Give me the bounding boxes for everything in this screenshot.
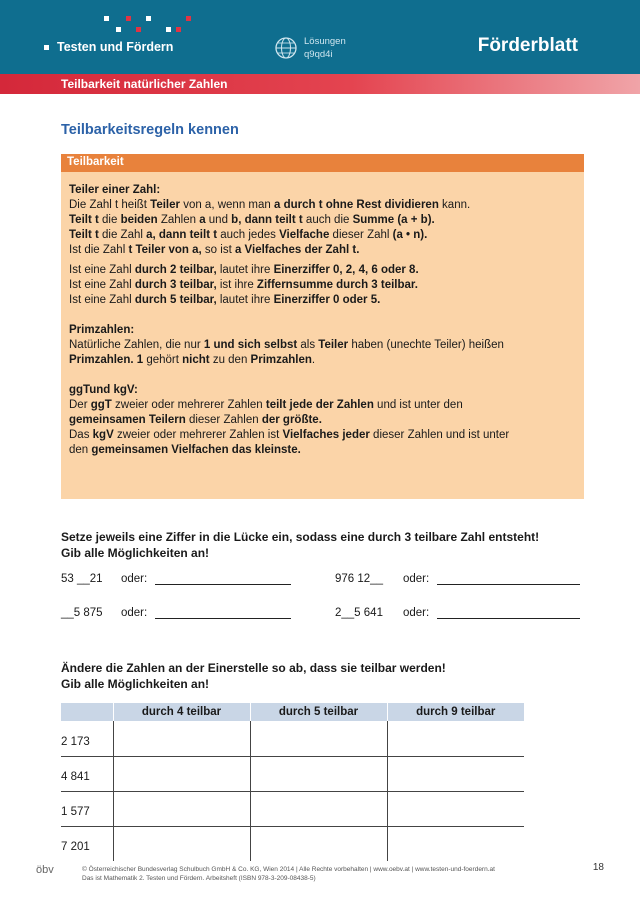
- loesungen-label: Lösungen: [304, 36, 346, 47]
- table-row: [61, 826, 524, 861]
- divisibility-line: Ist eine Zahl durch 2 teilbar, lautet ihre Einerziffer 0, 2, 4, 6 oder 8.: [69, 264, 419, 276]
- subject-bar: [0, 74, 640, 94]
- teiler-title: Teiler einer Zahl:: [69, 184, 161, 196]
- row-number: 4 841: [61, 756, 113, 791]
- divisibility-line: Ist eine Zahl durch 3 teilbar, ist ihre Ziffernsumme durch 3 teilbar.: [69, 279, 418, 291]
- answer-cell[interactable]: [113, 826, 250, 861]
- ggt-line: Das kgV zweier oder mehrerer Zahlen ist Vielfaches jeder dieser Zahlen und ist unter: [69, 429, 510, 441]
- answer-line[interactable]: [155, 573, 291, 585]
- ggt-title: ggTund kgV:: [69, 384, 138, 396]
- answer-cell[interactable]: [250, 826, 387, 861]
- doc-type-title: Förderblatt: [477, 35, 578, 56]
- rule-line: Teilt t die Zahl a, dann teilt t auch jedes Vielfache dieser Zahl (a • n).: [69, 229, 428, 241]
- answer-line[interactable]: [437, 573, 580, 585]
- answer-cell[interactable]: [113, 756, 250, 791]
- table-row: [61, 791, 524, 826]
- row-number: 2 173: [61, 721, 113, 756]
- rule-line: Teilt t die beiden Zahlen a und b, dann teilt t auch die Summe (a + b).: [69, 214, 435, 226]
- answer-cell[interactable]: [250, 721, 387, 756]
- row-number: 1 577: [61, 791, 113, 826]
- page-header: [0, 0, 640, 74]
- brand-logo-squares: [100, 16, 200, 40]
- task1-instructions: Setze jeweils eine Ziffer in die Lücke ein, sodass eine durch 3 teilbare Zahl entsteht! Gib alle Möglichkeiten an!: [61, 530, 540, 560]
- section-title: Teilbarkeitsregeln kennen: [61, 122, 239, 138]
- obv-logo: öbv: [36, 864, 54, 876]
- info-box: [61, 154, 584, 499]
- answer-cell[interactable]: [387, 826, 524, 861]
- answer-line[interactable]: [155, 607, 291, 619]
- answer-cell[interactable]: [250, 756, 387, 791]
- brand-name: Testen und Fördern: [44, 40, 173, 54]
- task2-table: [61, 703, 524, 861]
- table-row: [61, 721, 524, 756]
- table-corner: [61, 703, 113, 721]
- row-number: 7 201: [61, 841, 90, 853]
- prim-title: Primzahlen:: [69, 324, 135, 336]
- table-row: [61, 756, 524, 791]
- task1-item: 53 __21 oder:: [61, 573, 103, 585]
- column-header: durch 5 teilbar: [250, 703, 387, 721]
- subject-bar-label: Teilbarkeit natürlicher Zahlen: [61, 77, 228, 91]
- loesungen-link[interactable]: [274, 36, 346, 60]
- ggt-line: den gemeinsamen Vielfachen das kleinste.: [69, 444, 301, 456]
- task1-item: __5 875 oder:: [61, 607, 103, 619]
- answer-cell[interactable]: [113, 791, 250, 826]
- ggt-line: gemeinsamen Teilern dieser Zahlen der größte.: [69, 414, 322, 426]
- task2-instructions: Ändere die Zahlen an der Einerstelle so ab, dass sie teilbar werden! Gib alle Möglichkeiten an!: [61, 661, 446, 691]
- rule-line: Die Zahl t heißt Teiler von a, wenn man a durch t ohne Rest dividieren kann.: [69, 199, 471, 211]
- isbn-line: Das ist Mathematik 2. Testen und Fördern. Arbeitsheft (ISBN 978-3-209-08438-5): [82, 875, 316, 882]
- page-number: 18: [592, 862, 604, 873]
- column-header: durch 9 teilbar: [387, 703, 524, 721]
- copyright-line: © Österreichischer Bundesverlag Schulbuch GmbH & Co. KG, Wien 2014 | Alle Rechte vorbehalten | www.oebv.at | www.testen-und-foerdern.at: [82, 866, 495, 873]
- loesungen-code: q9qd4i: [304, 49, 333, 60]
- answer-cell[interactable]: [387, 791, 524, 826]
- ggt-line: Der ggT zweier oder mehrerer Zahlen teilt jede der Zahlen und ist unter den: [69, 399, 463, 411]
- divisibility-line: Ist eine Zahl durch 5 teilbar, lautet ihre Einerziffer 0 oder 5.: [69, 294, 381, 306]
- task1-item: 976 12__ oder:: [335, 573, 383, 585]
- rule-line: Ist die Zahl t Teiler von a, so ist a Vielfaches der Zahl t.: [69, 244, 360, 256]
- answer-cell[interactable]: [250, 791, 387, 826]
- answer-cell[interactable]: [387, 756, 524, 791]
- prim-line: Primzahlen. 1 gehört nicht zu den Primzahlen.: [69, 354, 316, 366]
- answer-line[interactable]: [437, 607, 580, 619]
- prim-line: Natürliche Zahlen, die nur 1 und sich selbst als Teiler haben (unechte Teiler) heißen: [69, 339, 504, 351]
- answer-cell[interactable]: [113, 721, 250, 756]
- answer-cell[interactable]: [387, 721, 524, 756]
- column-header: durch 4 teilbar: [113, 703, 250, 721]
- task1-item: 2__5 641 oder:: [335, 607, 383, 619]
- info-box-heading: Teilbarkeit: [61, 154, 584, 172]
- globe-icon: [274, 36, 298, 60]
